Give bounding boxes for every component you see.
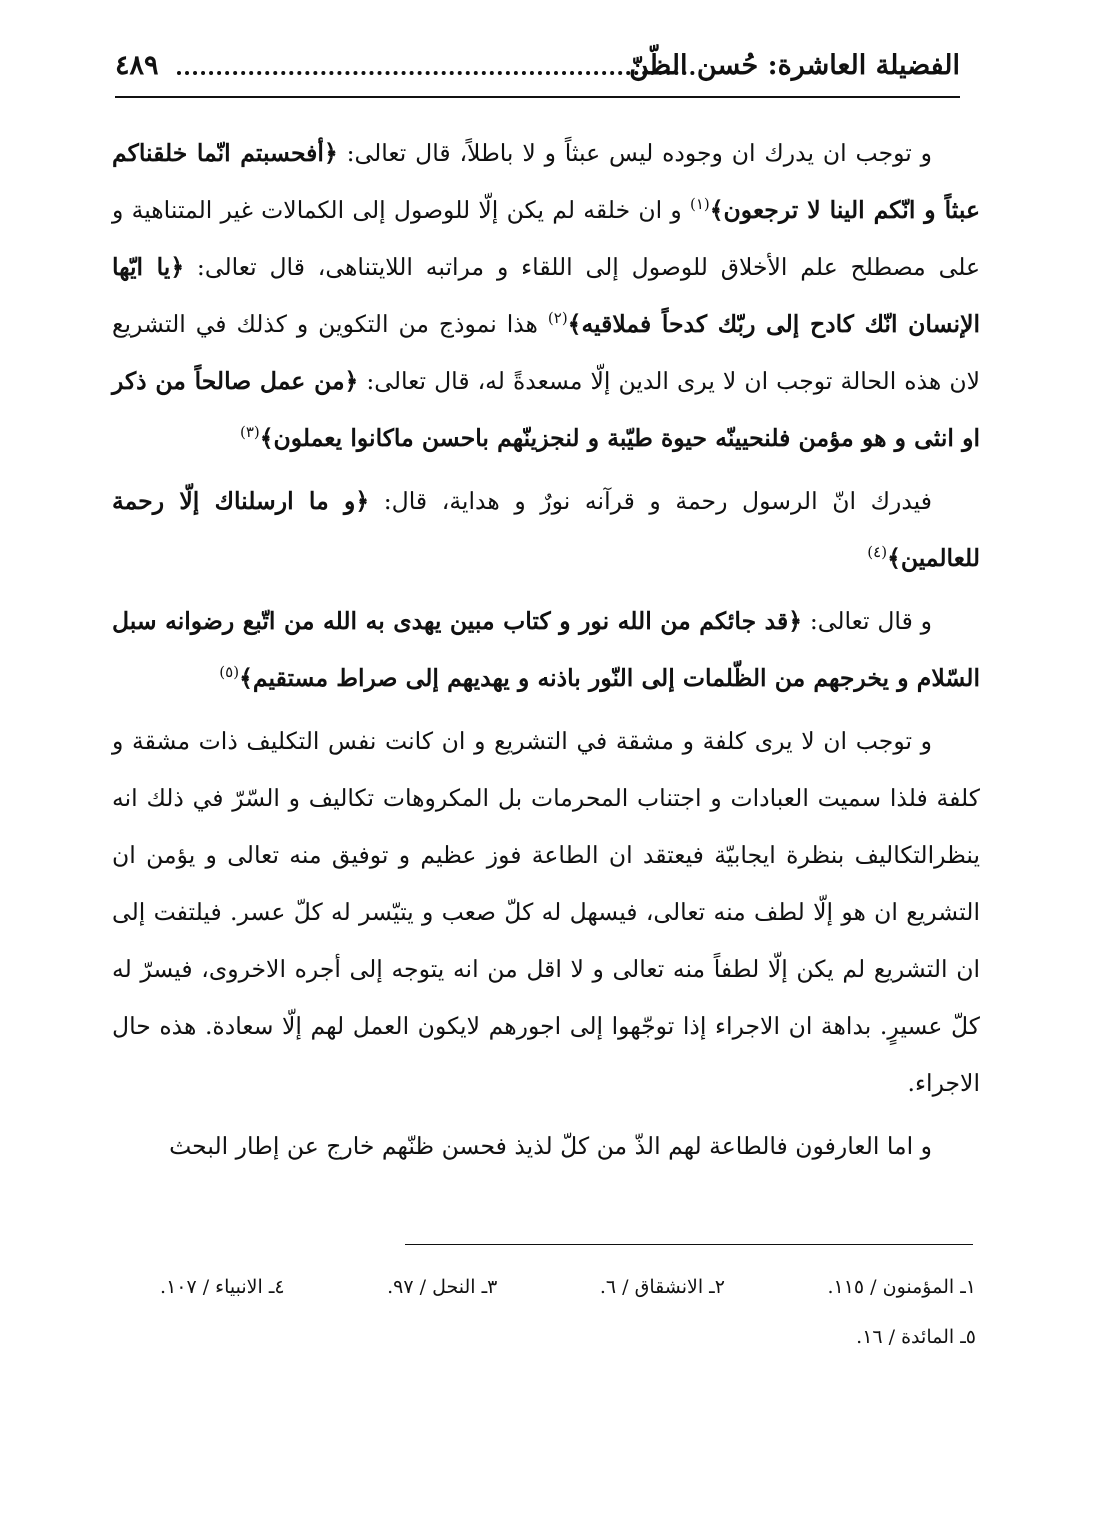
paragraph [112, 1118, 980, 1175]
footnotes [160, 1262, 976, 1362]
quran-quote: ﴿من عمل صالحاً من ذكر او انثى و هو مؤمن فلنحيينّه حيوة طيّبة و لنجزينّهم باحسن ماكانوا يعملون﴾ [112, 367, 980, 452]
text-run: و اما العارفون فالطاعة لهم الذّ من كلّ لذيذ فحسن ظنّهم خارج عن إطار البحث [169, 1132, 932, 1160]
main-text [112, 125, 980, 1181]
footnote-item: ٥ـ المائدة / ١٦. [856, 1326, 976, 1348]
text-run: و توجب ان لا يرى كلفة و مشقة في التشريع و ان كانت نفس التكليف ذات مشقة و كلفة فلذا سميت العبادات و اجتناب المحرمات بل المكروهات تكاليف و السّرّ في ذلك انه ينظرالتكاليف بنظرة ايجابيّة فيعتقد ان الطاعة فوز عظيم و توفيق منه تعالى و يؤمن ان التشريع ان هو إلّا لطف منه تعالى، فيسهل له كلّ صعب و يتيّسر له كلّ عسر. فيلتفت إلى ان التشريع لم يكن إلّا لطفاً منه تعالى و لا اقل من انه يتوجه إلى أجره الاخروى، فيسرّ له كلّ عسيرٍ. بداهة ان الاجراء إذا توجّهوا إلى اجورهم لايكون العمل لهم إلّا سعادة. هذه حال الاجراء. [112, 727, 980, 1097]
quran-quote: ﴿أفحسبتم انّما خلقناكم عبثاً و انّكم الينا لا ترجعون﴾ [112, 139, 980, 224]
footnote-ref: (٣) [239, 423, 260, 442]
chapter-title: الفضيلة العاشرة: حُسن الظّنّ [629, 50, 960, 81]
footnote-ref: (١) [690, 195, 710, 214]
footnote-row [160, 1262, 976, 1312]
footnote-item: ٤ـ الانبياء / ١٠٧. [160, 1276, 285, 1298]
quran-quote: ﴿قد جائكم من الله نور و كتاب مبين يهدى به الله من اتّبع رضوانه سبل السّلام و يخرجهم من الظّلمات إلى النّور باذنه و يهديهم إلى صراط مستقيم﴾ [112, 607, 980, 692]
page-number: ٤٨٩ [115, 50, 159, 81]
text-run: و قال تعالى: [802, 607, 932, 635]
paragraph [112, 473, 980, 587]
footnote-item: ٣ـ النحل / ٩٧. [387, 1276, 498, 1298]
running-header [115, 44, 960, 98]
text-run: و ان خلقه لم يكن إلّا للوصول إلى الكمالات غير المتناهية و على مصطلح علم الأخلاق للوصول إلى اللقاء و مراتبه اللايتناهى، قال تعالى: [112, 196, 980, 281]
text-run: هذا نموذج من التكوين و كذلك في التشريع لان هذه الحالة توجب ان لا يرى الدين إلّا مسعدةً له، قال تعالى: [112, 310, 981, 395]
footnote-separator [405, 1244, 973, 1245]
footnote-ref: (٤) [867, 543, 888, 562]
footnote-ref: (٥) [219, 663, 240, 682]
footnote-item: ١ـ المؤمنون / ١١٥. [827, 1276, 976, 1298]
paragraph [112, 125, 980, 467]
quran-quote: ﴿يا ايّها الإنسان انّك كادح إلى ربّك كدحاً فملاقيه﴾ [112, 253, 980, 338]
footnote-ref: (٢) [547, 309, 568, 328]
footnote-row [160, 1312, 976, 1362]
text-run: و توجب ان يدرك ان وجوده ليس عبثاً و لا باطلاً، قال تعالى: [337, 139, 932, 167]
quran-quote: ﴿و ما ارسلناك إلّا رحمة للعالمين﴾ [112, 487, 980, 572]
leader-dots [177, 71, 695, 75]
text-run: فيدرك انّ الرسول رحمة و قرآنه نورٌ و هداية، قال: [369, 487, 932, 515]
paragraph [112, 713, 980, 1112]
footnote-item: ٢ـ الانشقاق / ٦. [599, 1276, 725, 1298]
paragraph [112, 593, 980, 707]
